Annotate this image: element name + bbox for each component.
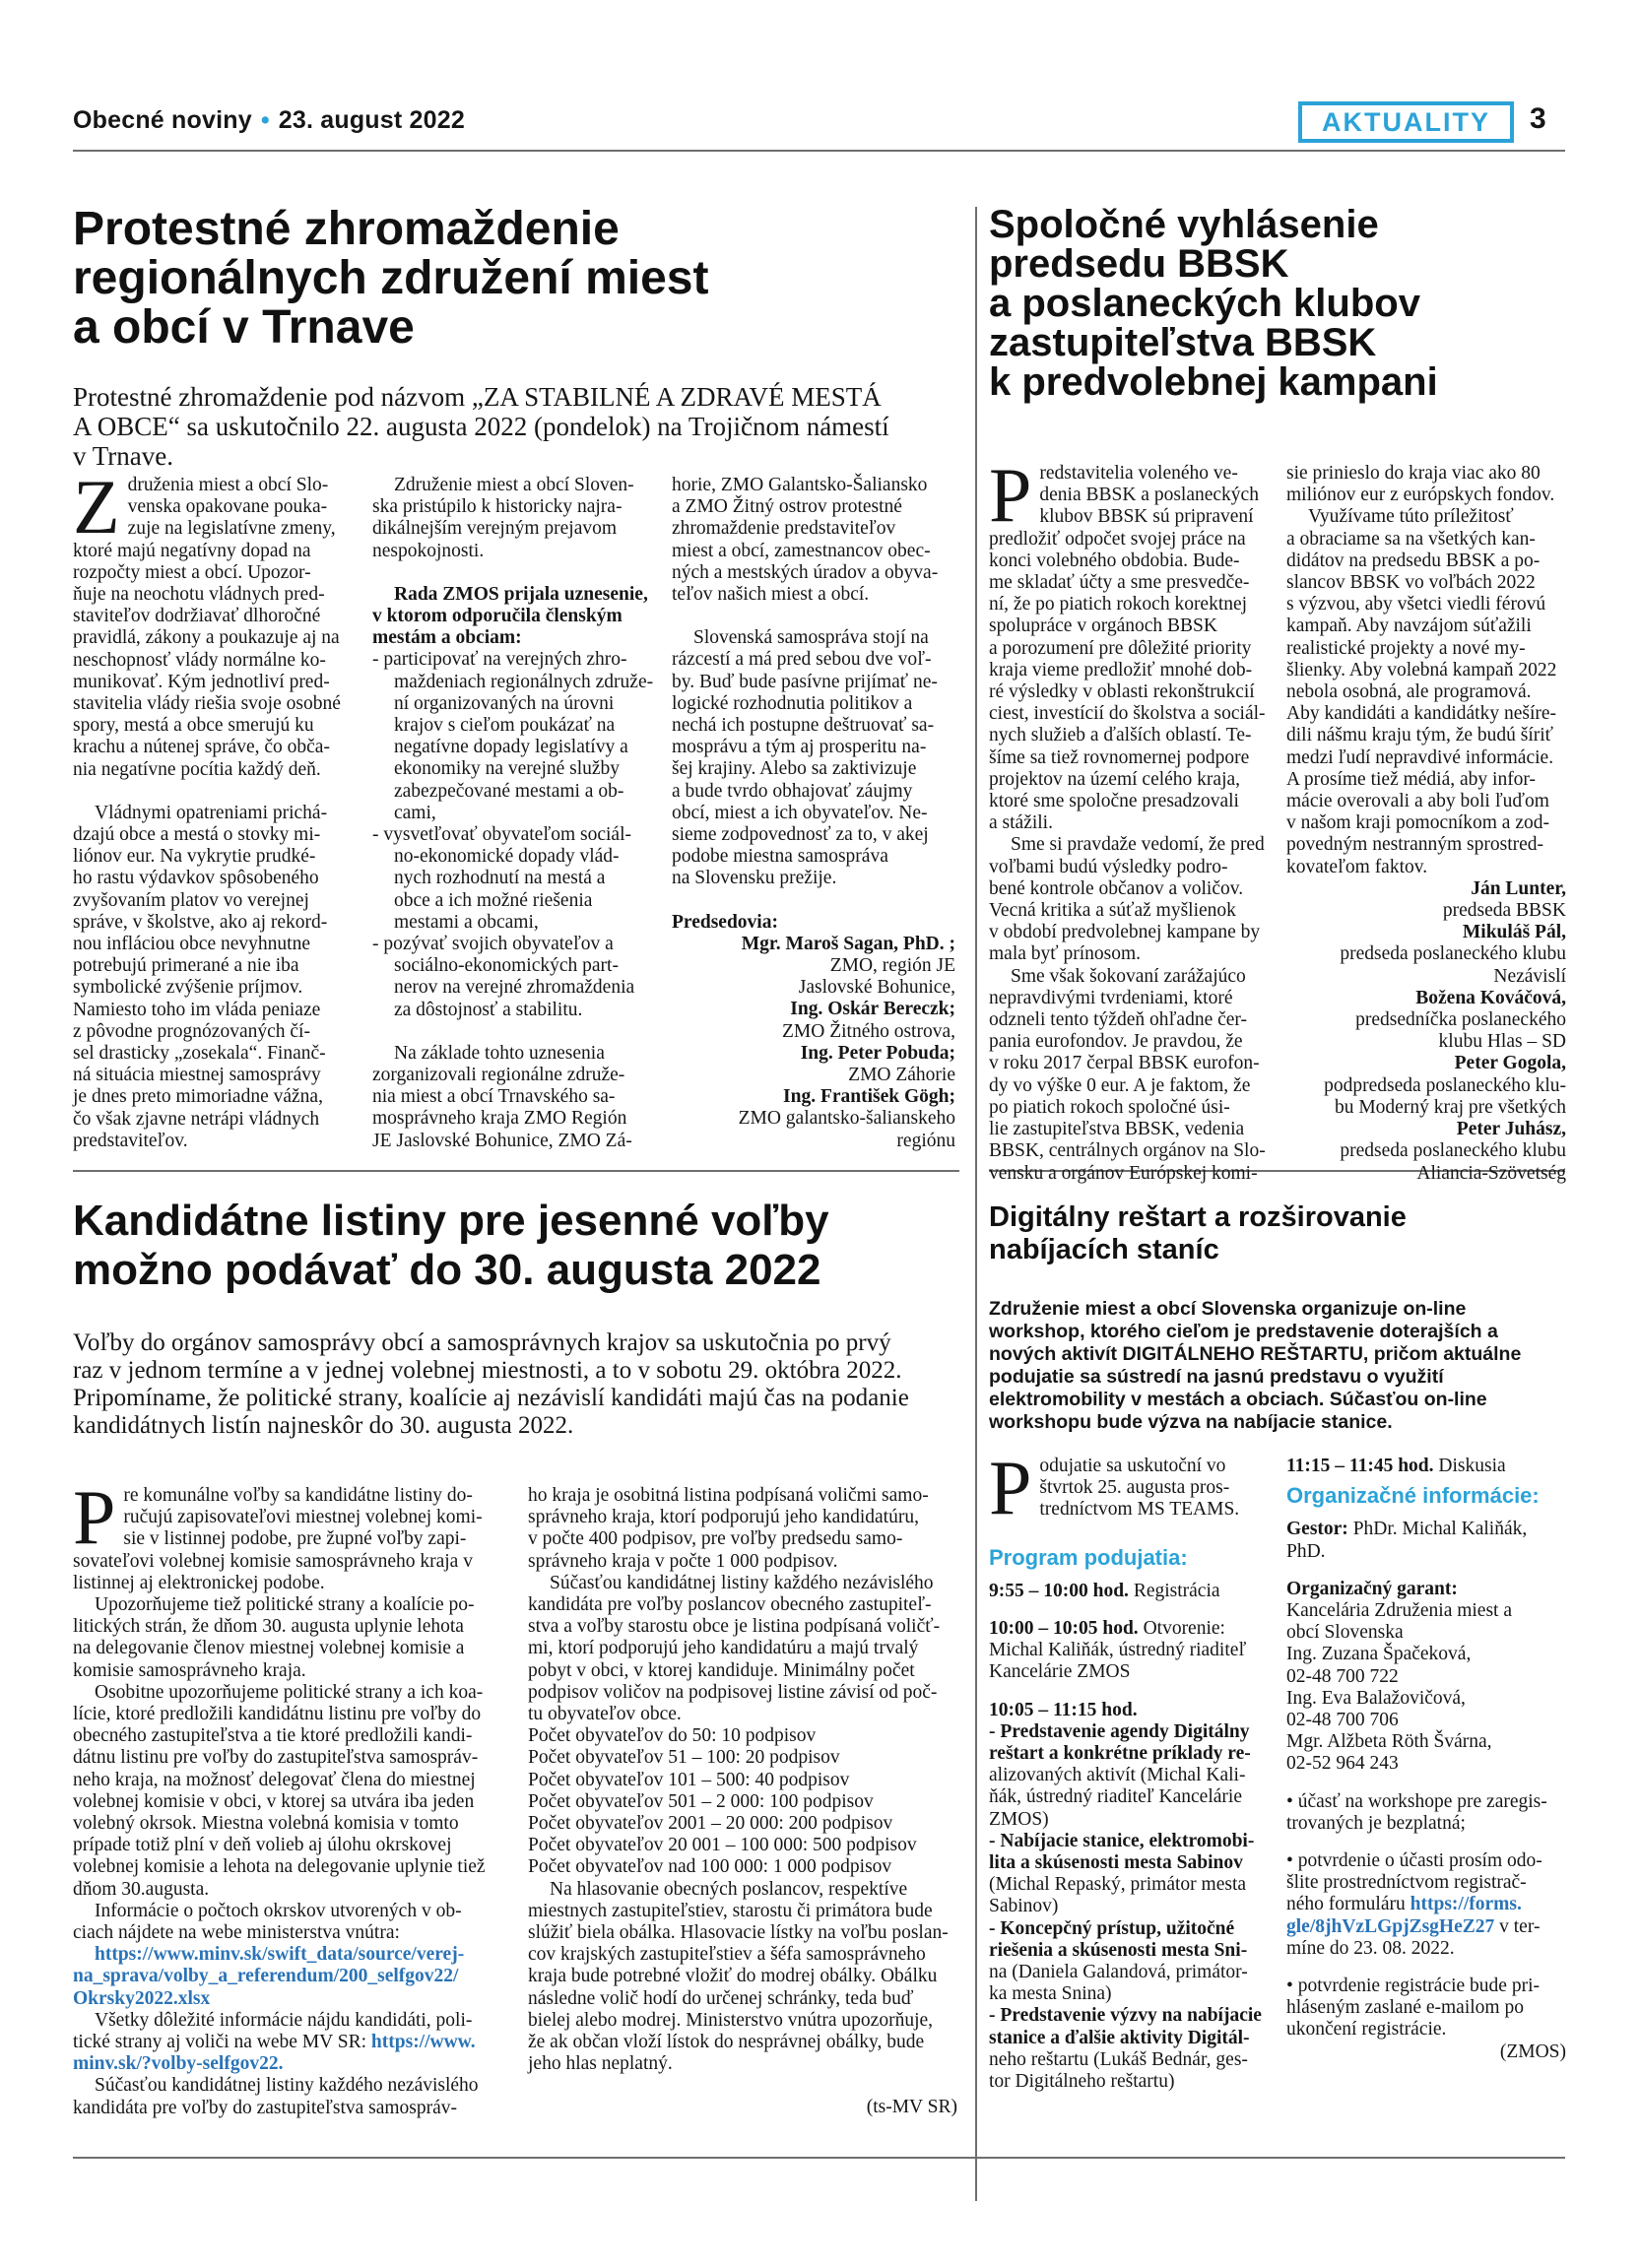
- drop-cap: P: [73, 1474, 116, 1560]
- article4-source: (ZMOS): [1499, 2041, 1566, 2062]
- article1-column-3: horie, ZMO Galantsko-Šaliansko a ZMO Žitný ostrov protestné zhromaždenie predstaviteľov miest a obcí, zamestnancov obec- ných a mestských úradov a obyva- teľov našich miest a obcí. Slovenská samospráva stojí na rázcestí a má pred sebou dve voľ- by. Buď bude pasívne prijímať ne- logické rozhodnutia politikov a nechá ich postupne deštruovať sa- mosprávu a tým aj prosperitu na- šej krajiny. Alebo sa zaktivizuje a bude tvrdo obhajovať záujmy obcí, miest a ich obyvateľov. Ne- sieme zodpovednosť za to, v akej podobe miestna samospráva na Slovensku prežije. Predsedovia: Mgr. Maroš Sagan, PhD. ; ZMO, región JE Jaslovské Bohunice, Ing. Oskár Bereczk; ZMO Žitného ostrova, Ing. Peter Pobuda; ZMO Záhorie Ing. František Gögh; ZMO galantsko-šalianskeho regiónu: [672, 475, 955, 1151]
- article3-column-2: ho kraja je osobitná listina podpísaná voličmi samo- správneho kraja, ktorí podporujú jeho kandidatúru, v počte 400 podpisov, pre voľby predsedu samo- správneho kraja v počte 1 000 podpisov. Súčasťou kandidátnej listiny každého nezávislého kandidáta pre voľby poslancov obecného zastupiteľ- stva a voľby starostu obce je listina podpísaná voličť- mi, ktorí podporujú jeho kandidatúru a majú trvalý pobyt v obci, v ktorej kandiduje. Minimálny počet podpisov voličov na podpisovej listine závisí od poč- tu obyvateľov obce. Počet obyvateľov do 50: 10 podpisov Počet obyvateľov 51 – 100: 20 podpisov Počet obyvateľov 101 – 500: 40 podpisov Počet obyvateľov 501 – 2 000: 100 podpisov Počet obyvateľov 2001 – 20 000: 200 podpisov Počet obyvateľov 20 001 – 100 000: 500 podpisov Počet obyvateľov nad 100 000: 1 000 podpisov Na hlasovanie obecných poslancov, respektíve miestnych zastupiteľstiev, starostu či primátora bude slúžiť biela obálka. Hlasovacie lístky na voľbu poslan- cov krajských zastupiteľstiev a šéfa samosprávneho kraja bude potrebné vložiť do modrej obálky. Obálku následne volič hodí do určenej schránky, teda buď bielej alebo modrej. Ministerstvo vnútra upozorňuje, že ak občan vloží lístok do nesprávnej obálky, bude jeho hlas neplatný. (ts-MV SR): [528, 1485, 957, 2118]
- article4-title: Digitálny reštart a rozširovanie nabíjacích staníc: [989, 1201, 1407, 1265]
- drop-cap: P: [989, 452, 1032, 538]
- issue-date: 23. august 2022: [278, 106, 465, 134]
- article2-column-2: sie prinieslo do kraja viac ako 80 miliónov eur z európskych fondov. Využívame túto príležitosť a obraciame sa na všetkých kan- didátov na predsedu BBSK a po- slancov BBSK vo voľbách 2022 s výzvou, aby všetci viedli férovú kampaň. Aby navzájom súťažili realistické projekty a nové my- šlienky. Aby volebná kampaň 2022 nebola osobná, ale programová. Aby kandidáti a kandidátky nešíre- dili nášmu kraju tým, že budú šíriť medzi ľudí nepravdivé informácie. A prosíme tiež médiá, aby infor- mácie overovali a aby boli ľuďom v našom kraji pomocníkom a zod- povedným nestranným sprostred- kovateľom faktov. Ján Lunter, predseda BBSK Mikuláš Pál, predseda poslaneckého klubu Nezávislí Božena Kováčová, predsedníčka poslaneckého klubu Hlas – SD Peter Gogola, podpredseda poslaneckého klu- bu Moderný kraj pre všetkých Peter Juhász, predseda poslaneckého klubu Aliancia-Szövetség: [1286, 463, 1566, 1184]
- separator-dot: •: [260, 106, 270, 134]
- article1-lead: Protestné zhromaždenie pod názvom „ZA STABILNÉ A ZDRAVÉ MESTÁ A OBCE“ sa uskutočnilo 22. augusta 2022 (pondelok) na Trojičnom námestí v Trnave.: [73, 382, 889, 471]
- article4-column-1: P odujatie sa uskutoční vo štvrtok 25. augusta pros- tredníctvom MS TEAMS. Program podujatia: 9:55 – 10:00 hod. Registrácia 10:00 – 10:05 hod. Otvorenie: Michal Kaliňák, ústredný riaditeľ Kancelárie ZMOS 10:05 – 11:15 hod. - Predstavenie agendy Digitálny reštart a konkrétne príklady re- alizovaných aktivít (Michal Kali- ňák, ústredný riaditeľ Kancelárie ZMOS) - Nabíjacie stanice, elektromobi- lita a skúsenosti mesta Sabinov (Michal Repaský, primátor mesta Sabinov) - Koncepčný prístup, užitočné riešenia a skúsenosti mesta Sni- na (Daniela Galandová, primátor- ka mesta Snina) - Predstavenie výzvy na nabíjacie stanice a ďalšie aktivity Digitál- neho reštartu (Lukáš Bednár, ges- tor Digitálneho reštartu): [989, 1456, 1269, 2093]
- header-rule: [73, 150, 1565, 152]
- masthead: [73, 106, 465, 135]
- article-divider-left: [73, 1170, 959, 1172]
- drop-cap: P: [989, 1445, 1032, 1530]
- article3-title: Kandidátne listiny pre jesenné voľby možno podávať do 30. augusta 2022: [73, 1197, 829, 1294]
- article1-title: Protestné zhromaždenie regionálnych združení miest a obcí v Trnave: [73, 203, 709, 354]
- program-heading: Program podujatia:: [989, 1544, 1188, 1570]
- drop-cap: Z: [73, 464, 120, 550]
- publication-name: Obecné noviny: [73, 106, 252, 134]
- article2-title: Spoločné vyhlásenie predsedu BBSK a poslaneckých klubov zastupiteľstva BBSK k predvolebnej kampani: [989, 203, 1438, 404]
- article3-lead: Voľby do orgánov samosprávy obcí a samosprávnych krajov sa uskutočnia po prvý raz v jednom termíne a v jednej volebnej miestnosti, a to v sobotu 29. októbra 2022. Pripomíname, že politické strany, koalície aj nezávislí kandidáti majú čas na podanie kandidátnych listín najneskôr do 30. augusta 2022.: [73, 1329, 909, 1439]
- column-divider: [975, 207, 977, 2201]
- article3-column-1: P re komunálne voľby sa kandidátne listiny do- ručujú zapisovateľovi miestnej volebnej komi- sie v listinnej podobe, pre župné voľby zapi- sovateľovi volebnej komisie samosprávneho kraja v listinnej aj elektronickej podobe. Upozorňujeme tiež politické strany a koalície po- litických strán, že dňom 30. augusta uplynie lehota na delegovanie členov miestnej volebnej komisie a komisie samosprávneho kraja. Osobitne upozorňujeme politické strany a ich koa- lície, ktoré predložili kandidátnu listinu pre voľby do obecného zastupiteľstva a tie ktoré predložili kandi- dátnu listinu pre voľby do zastupiteľstva samospráv- neho kraja, na možnosť delegovať člena do miestnej volebnej komisie v obci, v ktorej sa utvára iba jeden volebný okrsok. Miestna volebná komisia v tomto prípade totiž plní v deň volieb aj úlohu okrskovej volebnej komisie a lehota na delegovanie uplynie tiež dňom 30.augusta. Informácie o počtoch okrskov utvorených v ob- ciach nájdete na webe ministerstva vnútra: https://www.minv.sk/swift_data/source/verej- na_sprava/volby_a_referendum/200_selfgov22/ Okrsky2022.xlsx Všetky dôležité informácie nájdu kandidáti, poli- tické strany aj voliči na webe MV SR: https://www. minv.sk/?volby-selfgov22. Súčasťou kandidátnej listiny každého nezávislého kandidáta pre voľby do zastupiteľstva samospráv-: [73, 1485, 502, 2119]
- article4-lead: Združenie miest a obcí Slovenska organizuje on-line workshop, ktorého cieľom je predstavenie doterajších a nových aktivít DIGITÁLNEHO REŠTARTU, pričom aktuálne podujatie sa sústredí na jasnú predstavu o využití elektromobility v mestách a obciach. Súčasťou on-line workshopu bude výzva na nabíjacie stanice.: [989, 1298, 1522, 1433]
- registration-form-link[interactable]: https://forms.: [1410, 1894, 1522, 1915]
- article4-column-2: 11:15 – 11:45 hod. Diskusia Organizačné informácie: Gestor: PhDr. Michal Kaliňák, PhD. Organizačný garant: Kancelária Združenia miest a obcí Slovenska Ing. Zuzana Špačeková, 02-48 700 722 Ing. Eva Balažovičová, 02-48 700 706 Mgr. Alžbeta Röth Švárna, 02-52 964 243 • účasť na workshope pre zaregis- trovaných je bezplatná; • potvrdenie o účasti prosím odo- šlite prostredníctvom registrač- ného formuláru https://forms. gle/8jhVzLGpjZsgHeZ27 v ter- míne do 23. 08. 2022. • potvrdenie registrácie bude pri- hláseným zaslané e-mailom po ukončení registrácie. (ZMOS): [1286, 1456, 1566, 2062]
- article2-column-1: P redstavitelia voleného ve- denia BBSK a poslaneckých klubov BBSK sú pripravení predložiť odpočet svojej práce na konci volebného obdobia. Bude- me skladať účty a sme presvedče- ní, že po piatich rokoch korektnej spolupráce v orgánoch BBSK a porozumení pre dôležité priority kraja vieme predložiť mnohé dob- ré výsledky v oblasti rekonštrukcií ciest, investícií do školstva a sociál- nych služieb a ďalších oblastí. Te- šíme sa tiež rovnomernej podpore projektov na území celého kraja, ktoré sme spoločne presadzovali a stážili. Sme si pravdaže vedomí, že pred voľbami budú výsledky podro- bené kontrole občanov a voličov. Vecná kritika a súťaž myšlienok v období predvolebnej kampane by mala byť prínosom. Sme však šokovaní zarážajúco nepravdivými tvrdeniami, ktoré odzneli tento týždeň ohľadne čer- pania eurofondov. Je pravdou, že v roku 2017 čerpal BBSK eurofon- dy vo výške 0 eur. A je faktom, že po piatich rokoch spoločné úsi- lie zastupiteľstva BBSK, vedenia BBSK, centrálnych orgánov na Slo- vensku a orgánov Európskej komi-: [989, 452, 1266, 1184]
- ministry-link-2[interactable]: https://www.: [370, 2032, 476, 2053]
- signers-heading: Predsedovia:: [672, 911, 778, 933]
- ministry-link-1[interactable]: https://www.minv.sk/swift_data/source/verej-: [95, 1944, 465, 1966]
- article3-source: (ts-MV SR): [866, 2097, 957, 2118]
- organization-heading: Organizačné informácie:: [1286, 1483, 1540, 1509]
- footer-rule: [73, 2157, 1565, 2159]
- article1-column-2: Združenie miest a obcí Sloven- ska pristúpilo k historicky najra- dikálnejším verejným prejavom nespokojnosti. Rada ZMOS prijala uznesenie, v ktorom odporučila členským mestám a obciam: - participovať na verejných zhro- maždeniach regionálnych združe- ní organizovaných na úrovni krajov s cieľom poukázať na negatívne dopady legislatívy a ekonomiky na verejné služby zabezpečované mestami a ob- cami, - vysvetľovať obyvateľom sociál- no-ekonomické dopady vlád- nych rozhodnutí na mestá a obce a ich možné riešenia mestami a obcami, - pozývať svojich obyvateľov a sociálno-ekonomických part- nerov na verejné zhromaždenia za dôstojnosť a stabilitu. Na základe tohto uznesenia zorganizovali regionálne združe- nia miest a obcí Trnavského sa- mosprávneho kraja ZMO Región JE Jaslovské Bohunice, ZMO Zá-: [372, 475, 654, 1151]
- article1-column-1: Z druženia miest a obcí Slo- venska opakovane pouka- zuje na legislatívne zmeny, ktoré majú negatívny dopad na rozpočty miest a obcí. Upozor- ňuje na neochotu vládnych pred- staviteľov dodržiavať dlhoročné pravidlá, zákony a poukazuje aj na neschopnosť vlády normálne ko- munikovať. Kým jednotliví pred- stavitelia vlády riešia svoje osobné spory, mestá a obce smerujú ku krachu a nútenej správe, čo obča- nia negatívne pocítia každý deň. Vládnymi opatreniami prichá- dzajú obce a mestá o stovky mi- liónov eur. Na vykrytie prudké- ho rastu výdavkov spôsobeného zvyšovaním platov vo verejnej správe, v školstve, ako aj rekord- nou infláciou obce nevyhnutne potrebujú primerané a nie iba symbolické zvýšenie príjmov. Namiesto toho im vláda peniaze z pôvodne prognózovaných čí- sel drasticky „zosekala“. Finanč- ná situácia miestnej samosprávy je dnes preto mimoriadne vážna, čo však zjavne netrápi vládnych predstaviteľov.: [73, 464, 341, 1151]
- section-label: AKTUALITY: [1298, 101, 1514, 143]
- page-number: 3: [1530, 102, 1546, 135]
